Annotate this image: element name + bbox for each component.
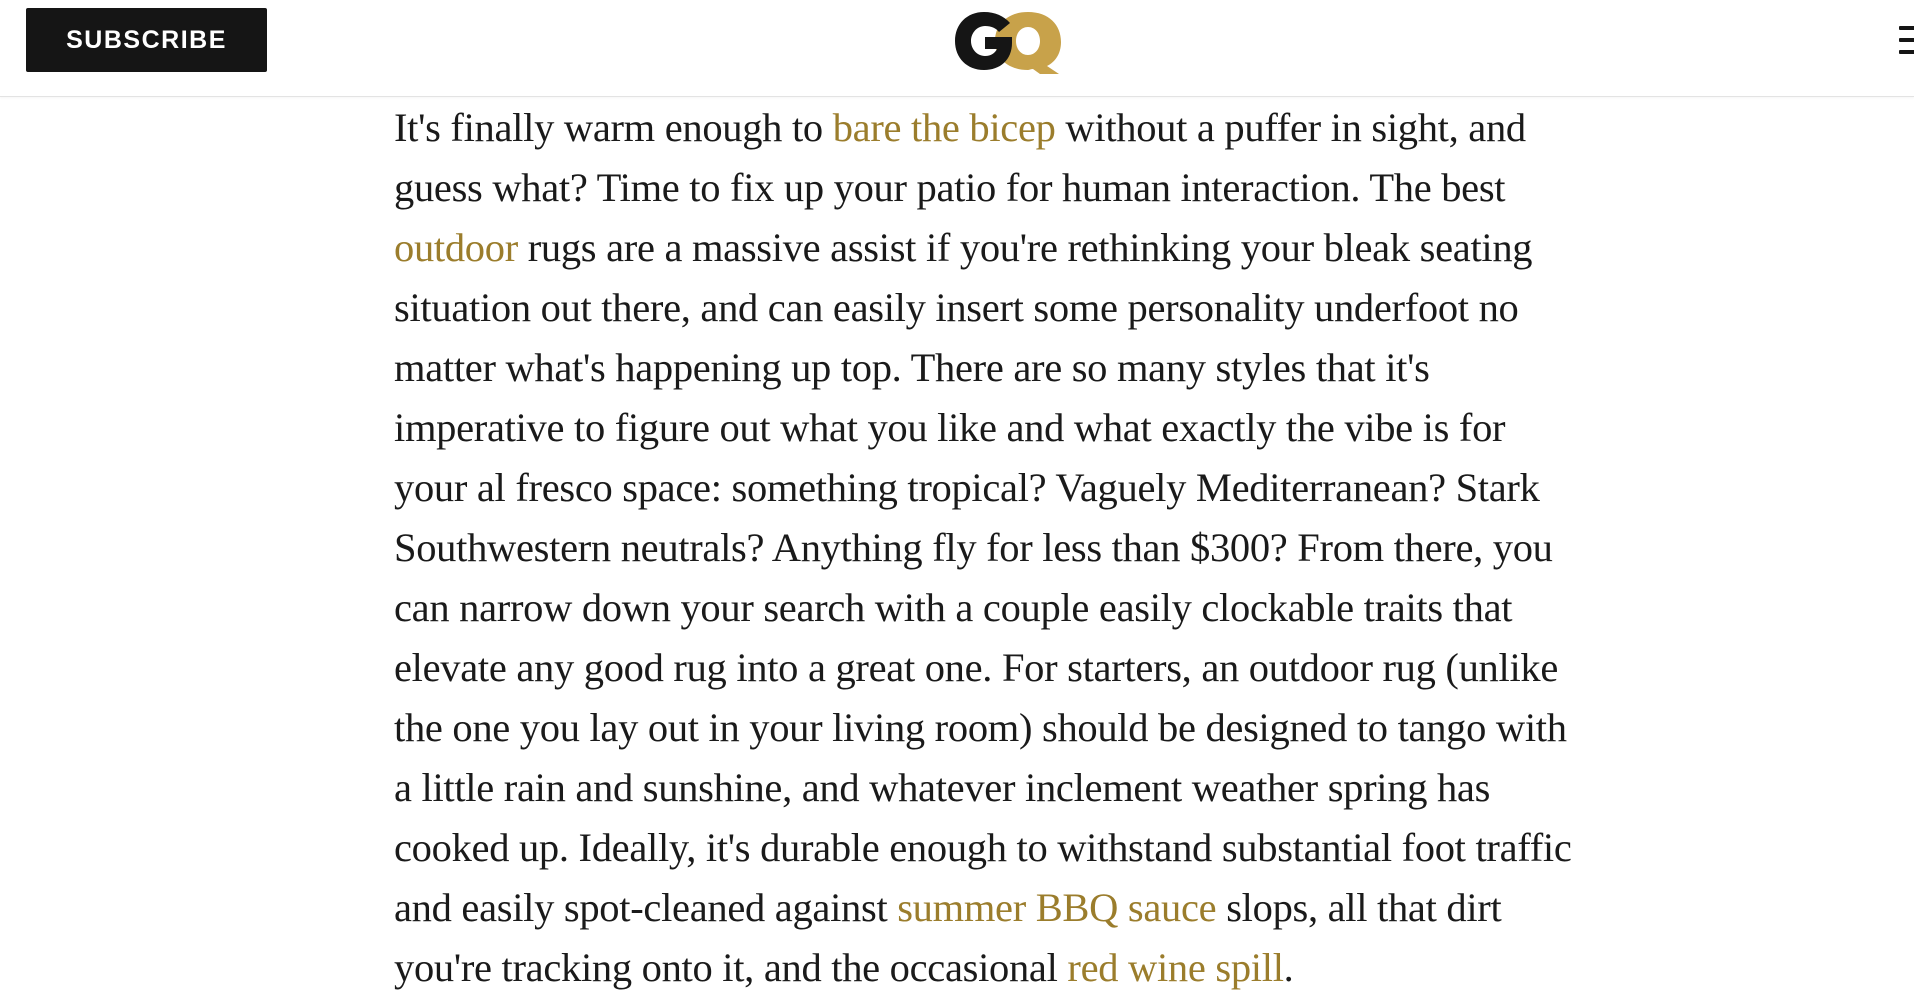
menu-bar — [1899, 26, 1914, 30]
article-paragraph — [394, 96, 1584, 998]
link-outdoor[interactable]: outdoor — [394, 225, 518, 270]
hamburger-menu-icon[interactable] — [1899, 26, 1914, 56]
subscribe-button[interactable]: SUBSCRIBE — [26, 8, 267, 72]
paragraph-text: It's finally warm enough to — [394, 105, 833, 150]
link-bare-the-bicep[interactable]: bare the bicep — [832, 105, 1056, 150]
paragraph-text: without a puffer in sight, and guess what? Time to fix up your patio for human interaction. The best — [394, 105, 1526, 210]
menu-bar — [1899, 38, 1914, 42]
link-summer-bbq-sauce[interactable]: summer BBQ sauce — [897, 885, 1217, 930]
site-header — [0, 0, 1914, 97]
gq-logo-mark — [948, 4, 1072, 76]
link-red-wine-spill[interactable]: red wine spill — [1067, 945, 1284, 990]
paragraph-text: slops, all that dirt you're tracking onto it, and the occasional — [394, 885, 1502, 990]
menu-bar — [1899, 50, 1914, 54]
article-body — [394, 96, 1584, 998]
paragraph-text: rugs are a massive assist if you're rethinking your bleak seating situation out there, and can easily insert some personality underfoot no matter what's happening up top. There are so many styles that it's imperative to figure out what you like and what exactly the vibe is for your al fresco space: something tropical? Vaguely Mediterranean? Stark Southwestern neutrals? Anything fly for less than $300? From there, you can narrow down your search with a couple easily clockable traits that elevate any good rug into a great one. For starters, an outdoor rug (unlike the one you lay out in your living room) should be designed to tango with a little rain and sunshine, and whatever inclement weather spring has cooked up. Ideally, it's durable enough to withstand substantial foot traffic and easily spot-cleaned against — [394, 225, 1572, 930]
paragraph-text: . — [1283, 945, 1294, 990]
gq-logo[interactable] — [948, 4, 1072, 76]
